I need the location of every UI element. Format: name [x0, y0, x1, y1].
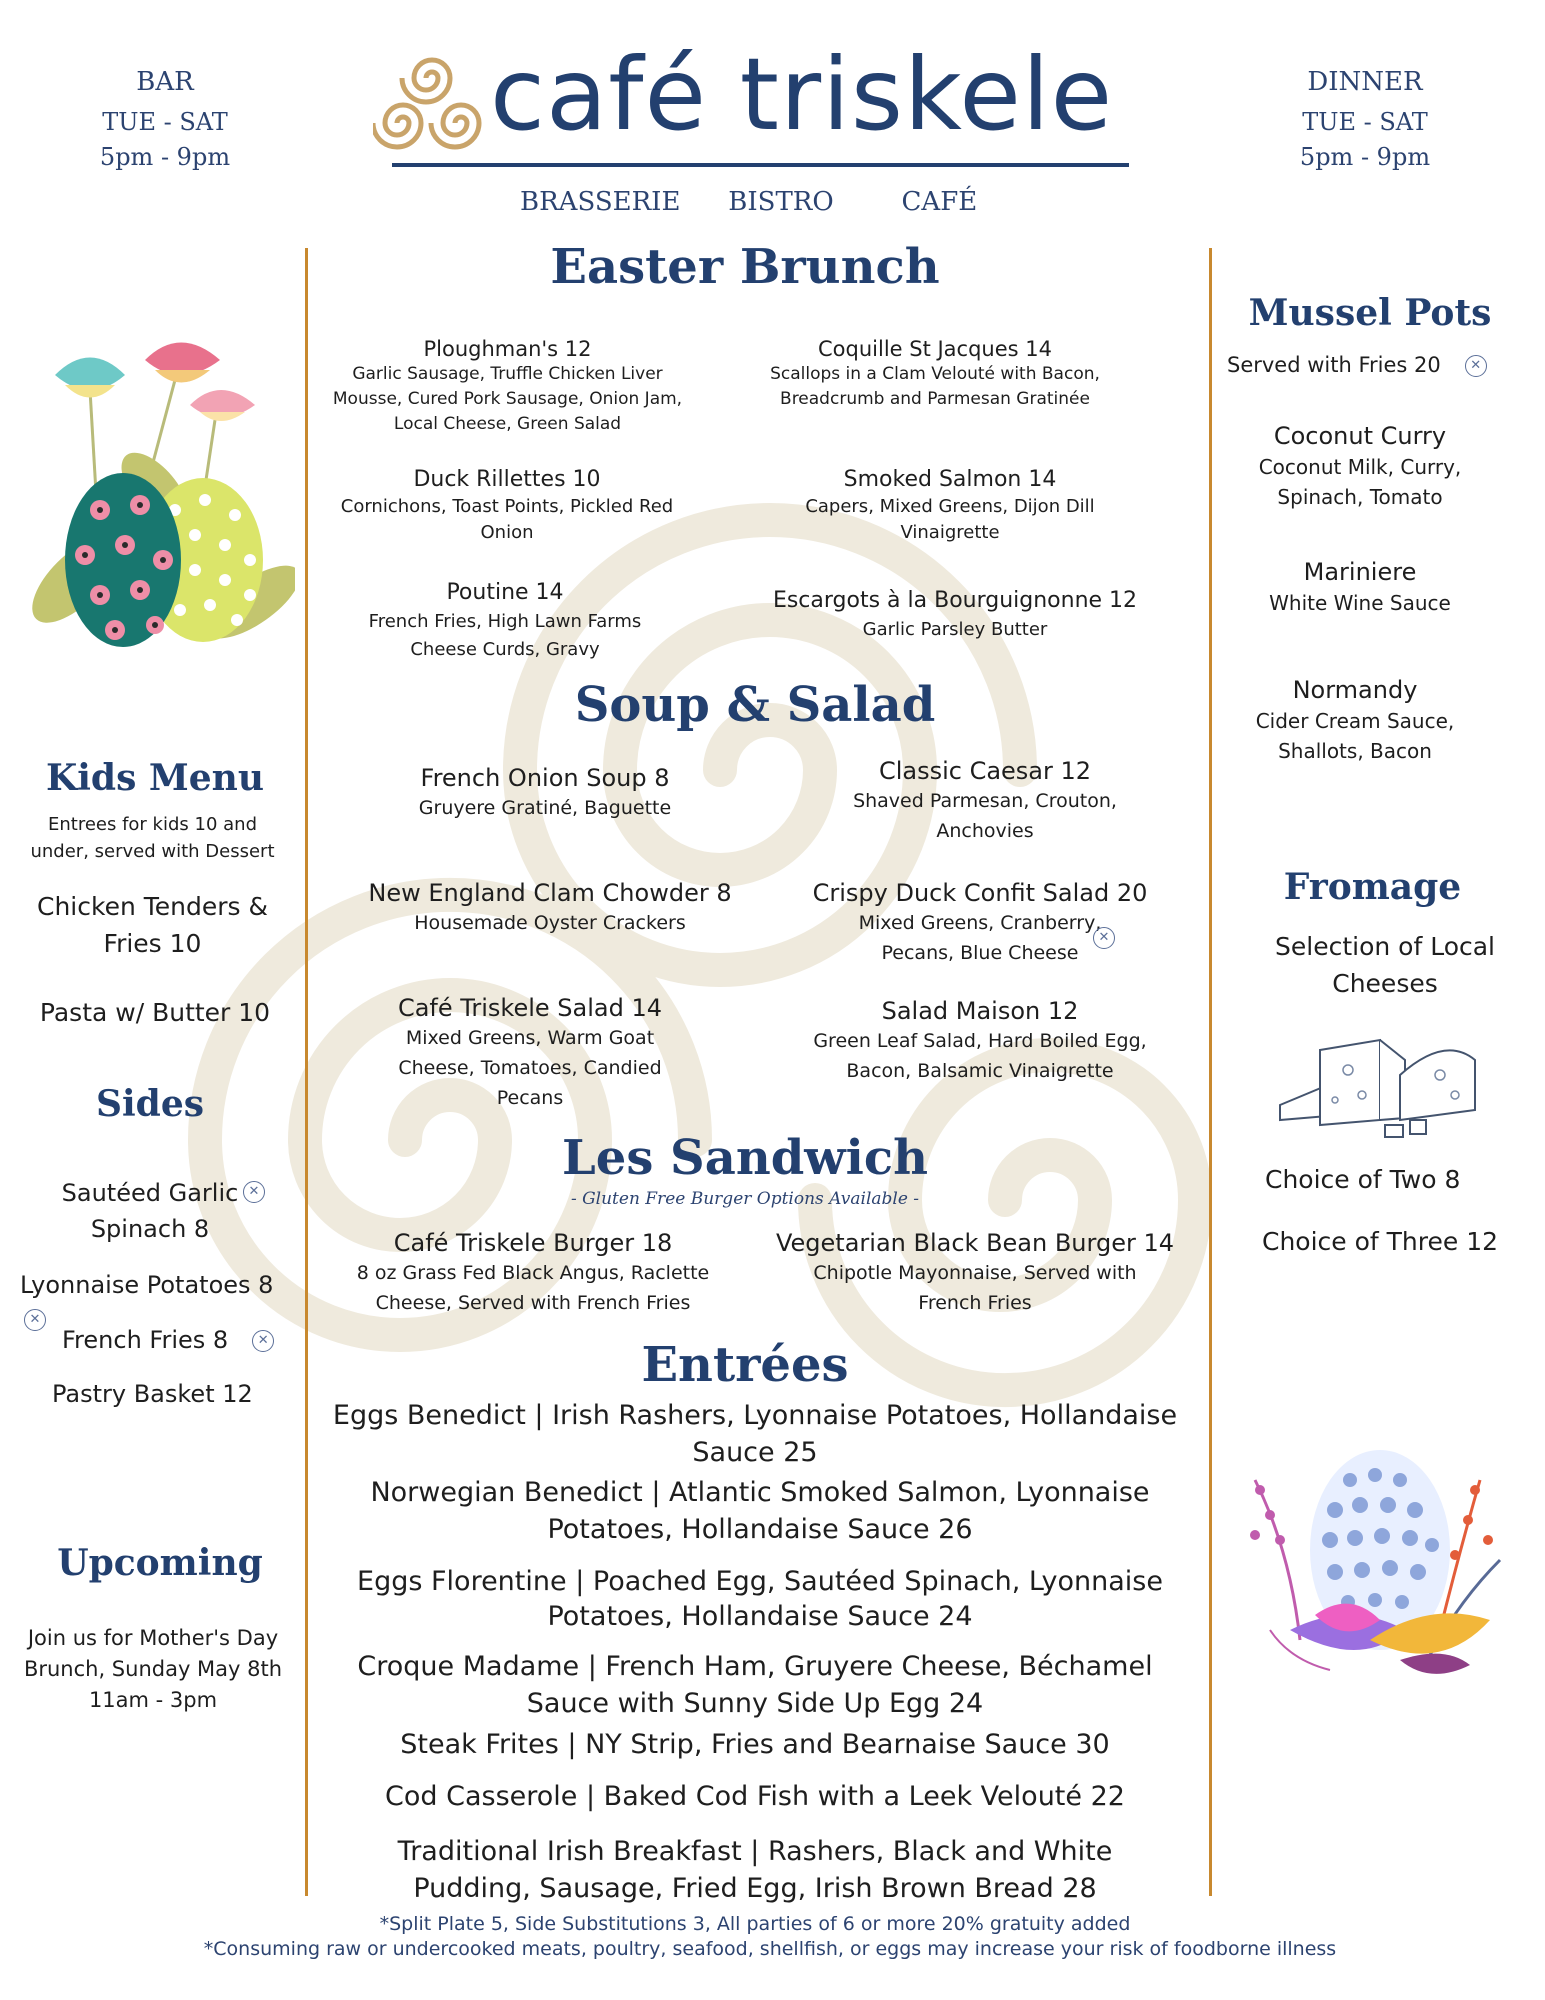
item-desc: Housemade Oyster Crackers: [414, 912, 686, 934]
bar-hours: [60, 62, 270, 172]
item-name: Smoked Salmon 14: [843, 467, 1057, 492]
menu-item: [780, 996, 1180, 1086]
menu-item: [340, 878, 760, 938]
side-item-label: French Fries 8: [62, 1326, 229, 1354]
item-name: Salad Maison 12: [881, 997, 1079, 1025]
dinner-hours: [1260, 62, 1470, 172]
upcoming-text: Join us for Mother's Day Brunch, Sunday May 8th 11am - 3pm: [23, 1626, 283, 1712]
item-desc: Cider Cream Sauce, Shallots, Bacon: [1255, 709, 1455, 763]
item-name: Coconut Curry: [1273, 422, 1447, 450]
item-name: Café Triskele Burger 18: [393, 1229, 673, 1257]
kids-menu-title: Kids Menu: [45, 757, 265, 799]
side-item-label: Sautéed Garlic Spinach 8: [61, 1179, 239, 1243]
footer-note-1: *Split Plate 5, Side Substitutions 3, All parties of 6 or more 20% gratuity added: [379, 1913, 1131, 1935]
gluten-free-icon: ✕: [1093, 927, 1115, 949]
item-desc: Chipotle Mayonnaise, Served with French Fries: [813, 1262, 1137, 1314]
gluten-free-icon: ✕: [243, 1181, 265, 1203]
menu-item: [780, 878, 1180, 968]
easter-brunch-title: Easter Brunch: [550, 239, 940, 295]
item-name: Duck Rillettes 10: [413, 467, 601, 492]
entree-item: Norwegian Benedict | Atlantic Smoked Salmon, Lyonnaise Potatoes, Hollandaise Sauce 26: [370, 1477, 1150, 1545]
item-name: Crispy Duck Confit Salad 20: [812, 879, 1148, 907]
menu-item: [330, 336, 685, 437]
cheese-illustration: [1270, 1020, 1490, 1140]
entree-item: Eggs Florentine | Poached Egg, Sautéed Spinach, Lyonnaise Potatoes, Hollandaise Sauce 24: [357, 1566, 1163, 1632]
kids-item: Chicken Tenders & Fries 10: [37, 892, 268, 958]
item-name: Coquille St Jacques 14: [818, 337, 1052, 361]
item-name: Mariniere: [1303, 558, 1417, 586]
menu-item: [345, 578, 665, 664]
side-item: [30, 1175, 270, 1247]
item-desc: Mixed Greens, Cranberry, Pecans, Blue Cheese: [858, 912, 1102, 964]
right-divider: [1209, 248, 1212, 1896]
side-item: [62, 1323, 292, 1357]
mussel-item: [1240, 674, 1470, 766]
menu-item: [745, 586, 1165, 644]
item-desc: Gruyere Gratiné, Baguette: [418, 797, 672, 819]
triskele-logo-icon: [373, 48, 491, 153]
item-desc: Scallops in a Clam Velouté with Bacon, Breadcrumb and Parmesan Gratinée: [770, 364, 1100, 409]
item-name: Café Triskele Salad 14: [397, 994, 663, 1022]
entree-item: Traditional Irish Breakfast | Rashers, Black and White Pudding, Sausage, Fried Egg, Irish Brown Bread 28: [397, 1836, 1113, 1904]
kids-note: Entrees for kids 10 and under, served with Dessert: [30, 814, 275, 862]
item-name: Escargots à la Bourguignonne 12: [772, 588, 1138, 613]
sandwich-note: - Gluten Free Burger Options Available -: [570, 1189, 920, 1209]
menu-item: [328, 1228, 738, 1318]
menu-item: [760, 1228, 1190, 1318]
item-desc: Green Leaf Salad, Hard Boiled Egg, Bacon, Balsamic Vinaigrette: [813, 1030, 1147, 1082]
item-name: New England Clam Chowder 8: [368, 879, 732, 907]
mussels-served: [1227, 350, 1527, 380]
side-item-label: Lyonnaise Potatoes 8: [20, 1271, 274, 1299]
decorated-egg-illustration: [1230, 1440, 1520, 1690]
left-divider: [305, 248, 308, 1896]
subtitle-brasserie: BRASSERIE: [520, 187, 681, 217]
entree-item: Steak Frites | NY Strip, Fries and Bearnaise Sauce 30: [400, 1729, 1110, 1760]
logo-text: café triskele: [490, 36, 1114, 153]
easter-eggs-illustration: [15, 330, 295, 655]
item-name: Vegetarian Black Bean Burger 14: [775, 1229, 1174, 1257]
subtitle: [520, 185, 1080, 219]
kids-item: Pasta w/ Butter 10: [39, 998, 271, 1027]
item-desc: Mixed Greens, Warm Goat Cheese, Tomatoes, Candied Pecans: [398, 1027, 662, 1109]
item-name: Poutine 14: [446, 580, 564, 605]
gluten-free-icon: ✕: [24, 1309, 46, 1331]
sides-title: Sides: [95, 1083, 205, 1125]
item-name: Classic Caesar 12: [878, 757, 1092, 785]
menu-item: [780, 466, 1120, 546]
menu-item: [322, 466, 692, 546]
bar-days: TUE - SAT: [102, 108, 228, 136]
fromage-desc: Selection of Local Cheeses: [1275, 932, 1495, 998]
soup-salad-title: Soup & Salad: [574, 677, 936, 733]
side-item-label: Pastry Basket 12: [52, 1380, 253, 1408]
gluten-free-icon: ✕: [252, 1330, 274, 1352]
bar-label: BAR: [136, 67, 194, 97]
mussel-item: [1225, 420, 1495, 512]
item-name: French Onion Soup 8: [420, 764, 670, 792]
bar-time: 5pm - 9pm: [99, 143, 231, 171]
mussels-served-label: Served with Fries 20: [1227, 353, 1441, 377]
item-desc: French Fries, High Lawn Farms Cheese Curds, Gravy: [368, 611, 642, 660]
item-desc: Cornichons, Toast Points, Pickled Red Onion: [340, 496, 674, 543]
side-item: [52, 1377, 282, 1411]
sandwich-title: Les Sandwich: [562, 1130, 928, 1186]
entree-item: Croque Madame | French Ham, Gruyere Cheese, Béchamel Sauce with Sunny Side Up Egg 24: [357, 1651, 1153, 1719]
upcoming-title: Upcoming: [57, 1542, 263, 1584]
entrees-title: Entrées: [641, 1337, 849, 1393]
entree-item: Eggs Benedict | Irish Rashers, Lyonnaise Potatoes, Hollandaise Sauce 25: [332, 1400, 1178, 1468]
mussel-pots-title: Mussel Pots: [1248, 292, 1492, 334]
logo-underline: [392, 163, 1129, 167]
subtitle-cafe: CAFÉ: [901, 187, 978, 217]
fromage-choice-three: Choice of Three 12: [1262, 1227, 1499, 1256]
item-desc: Shaved Parmesan, Crouton, Anchovies: [853, 790, 1117, 842]
subtitle-bistro: BISTRO: [728, 187, 834, 217]
dinner-time: 5pm - 9pm: [1299, 143, 1431, 171]
dinner-days: TUE - SAT: [1302, 108, 1428, 136]
footer-note-2: *Consuming raw or undercooked meats, poultry, seafood, shellfish, or eggs may increase your risk of foodborne illness: [203, 1938, 1337, 1960]
item-desc: 8 oz Grass Fed Black Angus, Raclette Cheese, Served with French Fries: [356, 1262, 710, 1314]
entree-item: Cod Casserole | Baked Cod Fish with a Leek Velouté 22: [385, 1781, 1125, 1812]
item-desc: White Wine Sauce: [1269, 591, 1451, 615]
mussel-item: [1225, 556, 1495, 618]
dinner-label: DINNER: [1307, 67, 1423, 97]
menu-item: [370, 993, 690, 1113]
fromage-title: Fromage: [1283, 866, 1462, 908]
item-desc: Coconut Milk, Curry, Spinach, Tomato: [1258, 455, 1462, 509]
menu-item: [370, 763, 720, 823]
menu-item: [820, 756, 1150, 846]
item-desc: Capers, Mixed Greens, Dijon Dill Vinaigrette: [805, 496, 1095, 543]
item-desc: Garlic Parsley Butter: [862, 619, 1048, 640]
gluten-free-icon: ✕: [1465, 355, 1487, 377]
item-name: Normandy: [1292, 676, 1418, 704]
fromage-choice-two: Choice of Two 8: [1265, 1165, 1461, 1194]
item-name: Ploughman's 12: [423, 337, 592, 361]
item-desc: Garlic Sausage, Truffle Chicken Liver Mousse, Cured Pork Sausage, Onion Jam, Local Cheese, Green Salad: [332, 364, 683, 434]
menu-item: [770, 336, 1100, 412]
